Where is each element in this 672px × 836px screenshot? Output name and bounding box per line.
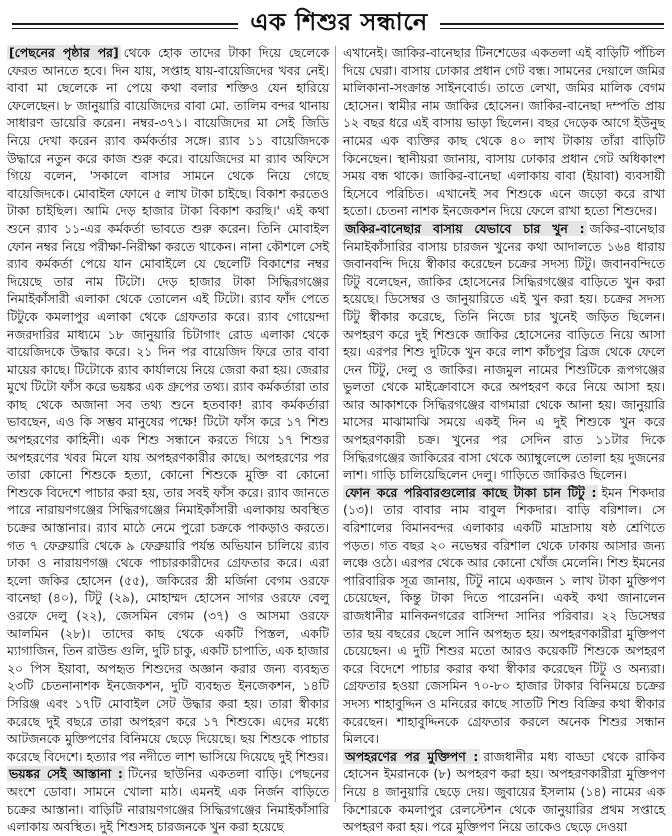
- section-body-four-murders: জকির-বানেছার নিমাইকাঁসারির বাসায় চারজন খুনের কথা আদালতে ১৬৪ ধারায় জবানবন্দি দিয়ে স্বীকার করেছেন চক্রের সদস্য টিটু। জবানবন্দিতে টিটু বলেছেন, জাকির হোসেনের সিদ্ধিরগঞ্জের বাড়িতে খুন করা হয়েছে। ডিসেম্বর ও জানুয়ারিতে এই খুন করা হয়। চক্রের সদস্য টিটু স্বীকার করেছে, তিনি নিজে চার খুনেই জড়িত ছিলেন। অপহরণ করে দুই শিশুকে জাকির হোসেনের বাড়িতে নিয়ে আসা হয়। এরপর শিশু দুটিকে খুন করে লাশ কাঁচপুর ব্রিজ থেকে ফেলে দেন টিটু, দেলু ও জাকির। নাজমুল নামের শিশুটিকে রূপগঞ্জের ভুলতা থেকে মাইক্রোবাসে করে অপহরণ করে নিয়ে আসা হয়। আর আকাশকে সিদ্ধিরগঞ্জের বাগমারা থেকে আনা হয়। জানুয়ারি মাসের মাঝামাঝি সময়ে একই দিন এ দুই শিশুকে খুন করে অপহরণকারী চক্র। খুনের পর সেদিন রাত ১১টার দিকে সিদ্ধিরগঞ্জের জাকিরের বাসা থেকে অ্যাম্বুলেন্সে তোলা হয় দুজনের লাশ। গাড়ি চালিয়েছিলেন দেলু। গাড়িতে জাকিরও ছিলেন।: [343, 220, 665, 483]
- left-intro-text: থেকে হোক তাদের টাকা দিয়ে ছেলেকে ফেরত আনতে হবে। দিন যায়, সপ্তাহ যায়-বায়েজিদের খবর নেই। বাবা মা ছেলেকে না পেয়ে কথা বলার শক্তিও যেন হারিয়ে ফেলেছেন। ৮ জানুয়ারি বায়েজিদের বাবা মো. তালিম বন্দর থানায় সাধারণ ডায়েরি করেন। নম্বর-৩৭১। বায়েজিদের মা সেই জিডি নিয়ে দেখা করেন র‌্যাব কর্মকর্তার সঙ্গে। র‌্যাব ১১ বায়েজিদকে উদ্ধারে নতুন করে কাজ শুরু করে। বায়েজিদের মা র‌্যাব অফিসে গিয়ে বলেন, 'সকালে বাসার সামনে থেকে নিয়ে গেছে বায়েজিদকে। মোবাইল ফোনে ৫ লাখ টাকা চাইছে। বিকাশ করতেও টাকা চাইছিল। আমি দেড় হাজার টাকা বিকাশ করছি।' এই কথা শুনে র‌্যাব ১১-এর কর্মকর্তা ভাবতে শুরু করেন। তিনি মোবাইল ফোন নম্বর নিয়ে পরীক্ষা-নিরীক্ষা করতে থাকেন। নানা কৌশলে সেই র‌্যাব কর্মকর্তা পেয়ে যান মোবাইলে যে ছেলেটি বিকাশের নম্বর দিয়েছে তার নাম টিটো। দেড় হাজার টাকা সিদ্ধিরগঞ্জের নিমাইকাঁসারী এলাকা থেকে তোলেন এই টিটো। র‌্যাব ফাঁদ পেতে টিটুকে কমলাপুর এলাকা থেকে গ্রেফতার করে। র‌্যাব গোয়েন্দা নজরদারির মাধ্যমে ১৮ জানুয়ারি চিটাগাং রোড এলাকা থেকে বায়েজিদকে উদ্ধার করে। ২১ দিন পর বায়েজিদ ফিরে তার বাবা মায়ের কাছে। টিটোকে র‌্যাব কার্যালয়ে নিয়ে জেরা করা হয়। জেরার মুখে টিটো ফাঁস করে ভয়ঙ্কর এক গ্রুপের তথ্য। র‌্যাব কর্মকর্তারা তার কাছ থেকে অজানা সব তথ্য শুনে হতবাক! র‌্যাব কর্মকর্তারা ভাবছেন, এও কি সম্ভব মানুষের পক্ষে! টিটো ফাঁস করে ১৭ শিশু অপহরণের কাহিনী। এক শিশু সন্ধানে করতে গিয়ে ১৭ শিশুর অপহরণের খবর মিলে যায় অপহরণকারীর কাছে। অপহরণের পর তারা কোনো শিশুকে হত্যা, কোনো শিশুকে মুক্তি বা কোনো শিশুকে বিদেশে পাচার করা হয়, তার সবই ফাঁস করে। র‌্যাব জানতে পারে নারায়ণগঞ্জের সিদ্ধিরগঞ্জের নিমাইকাঁসারী এলাকায় অবস্থিত চক্রের আস্তানার। র‌্যাব মাঠে নেমে পুরো চক্রকে পাকড়াও করতে। গত ৭ ফেব্রুয়ারি থেকে ৯ ফেব্রুয়ারি পর্যন্ত অভিযান চালিয়ে র‌্যাব ঢাকা ও নারায়ণগঞ্জ থেকে পাচারকারীদের গ্রেফতার করে। এরা হলো জকির হোসেন (৫৫), জকিরের স্ত্রী মর্জিনা বেগম ওরফে বানেছা (৪০), টিটু (২৯), মোহাম্মদ হোসেন সাগর ওরফে বেলু ওরফে দেলু (২২), জেসমিন বেগম (৩৭) ও আসমা ওরফে আলমিন (২৮)। তাদের কাছ থেকে একটি পিস্তল, একটি ম্যাগাজিন, তিন রাউন্ড গুলি, দুটি চাকু, একটি চাপাতি, এক হাজার ২০ পিস ইয়াবা, অপহৃত শিশুদের অজ্ঞান করার জন্য ব্যবহৃত ২৩টি চেতনানাশক ইনজেকশন, দুটি ব্যবহৃত ইনজেকশন, ১৪টি সিরিঞ্জ এবং ১৭টি মোবাইল সেট উদ্ধার করা হয়। তারা স্বীকার করেছে দুই বছরে তারা অপহরণ করে ১৭ শিশুকে। এদের মধ্যে আটজনকে মুক্তিপণের বিনিময়ে ছেড়ে দিয়েছে। ছয় শিশুকে পাচার করেছে বিদেশে। হত্যার পর নদীতে লাশ ভাসিয়ে দিয়েছে দুই শিশুর।: [7, 45, 329, 764]
- article-column-right: [343, 44, 666, 835]
- right-section-1-paragraph: [343, 220, 665, 484]
- article-headline: এক শিশুর সন্ধানে: [250, 7, 428, 36]
- right-intro-paragraph: [343, 44, 665, 220]
- left-section-paragraph: [7, 765, 329, 835]
- headline-rule-left-thin: [12, 28, 238, 29]
- article-column-left: [7, 44, 329, 835]
- section-lead-hideout: ভয়ঙ্কর সেই আস্তানা :: [9, 766, 123, 782]
- headline-band: [6, 6, 666, 38]
- headline-rule-right: [440, 23, 664, 25]
- right-intro-text: এখানেই। জাকির-বানেছার টিনশেডের একতলা এই বাড়িটি পাঁচিল দিয়ে ঘেরা। বাসায় ঢোকার প্রধান গেট বন্ধ। সামনের দেয়ালে জমির মালিকানা-সংক্রান্ত সাইনবোর্ড। তাতে লেখা, জমির মালিক বেগম হোসেন। স্বামীর নাম জাকির হোসেন। জাকির-বানেছা দম্পতি প্রায় ১২ বছর ধরে এই বাসায় ভাড়া ছিলেন। বছর দেড়েক আগে ইউনুছ নামের এক ব্যক্তির কাছ থেকে ৪০ লাখ টাকায় তাঁরা বাড়িটি কিনেছেন। স্থানীয়রা জানায়, বাসায় ঢোকার প্রধান গেট অধিকাংশ সময় বন্ধ থাকে। জাকির-বানেছা এলাকায় বাবা (ইয়াবা) ব্যবসায়ী হিসেবে পরিচিত। এখানেই সব শিশুকে এনে জড়ো করে রাখা হতো। চেতনা নাশক ইনজেকশন দিয়ে ফেলে রাখা হতো শিশুদের।: [343, 45, 665, 219]
- article-columns: [7, 44, 666, 835]
- left-intro-paragraph: [7, 44, 329, 765]
- section-lead-release-after-ransom: অপহরণের পর মুক্তিপণ :: [345, 748, 479, 764]
- headline-rule-left: [12, 23, 238, 25]
- right-section-3-paragraph: [343, 748, 665, 836]
- continuation-tag[interactable]: [পেছনের পৃষ্ঠার পর]: [9, 45, 119, 60]
- column-divider: [335, 46, 336, 802]
- section-body-release-after-ransom: রাজধানীর মধ্য বাড্ডা থেকে রাকিব হোসেন ইমরানকে (৮) অপহরণ করা হয়। অপহরণকারীরা মুক্তিপণ নিয়ে ৪ জানুয়ারি ছেড়ে দেয়। জুবায়ের ইসলাম (১৪) নামের এক কিশোরকে কমলাপুর রেলস্টেশন থেকে জানুয়ারির প্রথম সপ্তাহে অপহরণ করা হয়। পরে মুক্তিপণ নিয়ে তাকেও ছেড়ে দেওয়া: [343, 748, 665, 835]
- section-body-hideout: টিনের ছাউনির একতলা বাড়ি। পেছনের অংশে ডোবা। সামনে খোলা মাঠ। এমনই এক নির্জন বাড়িতে চক্রের আস্তানা। বাড়িটি নারায়ণগঞ্জের সিদ্ধিরগঞ্জের নিমাইকাঁসারি এলাকায় অবস্থিত। দুই শিশুসহ চারজনকে খুন করা হয়েছে: [7, 766, 329, 835]
- headline-rule-right-thin: [440, 28, 664, 29]
- right-section-2-paragraph: [343, 484, 665, 748]
- section-lead-four-murders: জকির-বানেছার বাসায় যেভাবে চার খুন :: [345, 220, 585, 236]
- section-lead-ransom-calls: ফোন করে পরিবারগুলোর কাছে টাকা চান টিটু :: [345, 484, 597, 500]
- section-body-ransom-calls: ইমন শিকদার (১৩)। তার বাবার নাম বাবুল শিকদার। বাড়ি বরিশাল। সে বরিশালের বিমানবন্দর এলাকার একটি মাদ্রাসায় ষষ্ঠ শ্রেণিতে পড়ত। গত বছর ২০ নভেম্বর বরিশাল থেকে ঢাকায় আসার জন্য লঞ্চে ওঠে। এরপর থেকে আর কোনো খোঁজ মেলেনি। শিশু ইমনের পারিবারিক সূত্র জানায়, টিটু নামে একজন ১ লাখ টাকা মুক্তিপণ চেয়েছেন, কিন্তু টাকা দিতে পারেননি। একই কথা জানালেন রাজধানীর মানিকনগরের বাসিন্দা সানির পরিবার। ২২ ডিসেম্বর তার ছয় বছরের ছেলে সানি অপহৃত হয়। অপহরণকারীরা মুক্তিপণ চেয়েছেন। এ দুটি শিশুর মতো আরও কয়েকটি শিশুকে অপহরণ করে বিদেশে পাচার করার কথা স্বীকার করেছেন টিটু ও অন্যরা। গ্রেফতার হওয়া জেসমিন ৭০-৮০ হাজার টাকার বিনিময়ে চক্রের সদস্য শাহাবুদ্দিন ও মনিরের কাছে সাতটি শিশু বিক্রির কথা স্বীকার করেছেন। শাহাবুদ্দিনকে গ্রেফতার করলে অনেক শিশুর সন্ধান মিলবে।: [343, 484, 666, 747]
